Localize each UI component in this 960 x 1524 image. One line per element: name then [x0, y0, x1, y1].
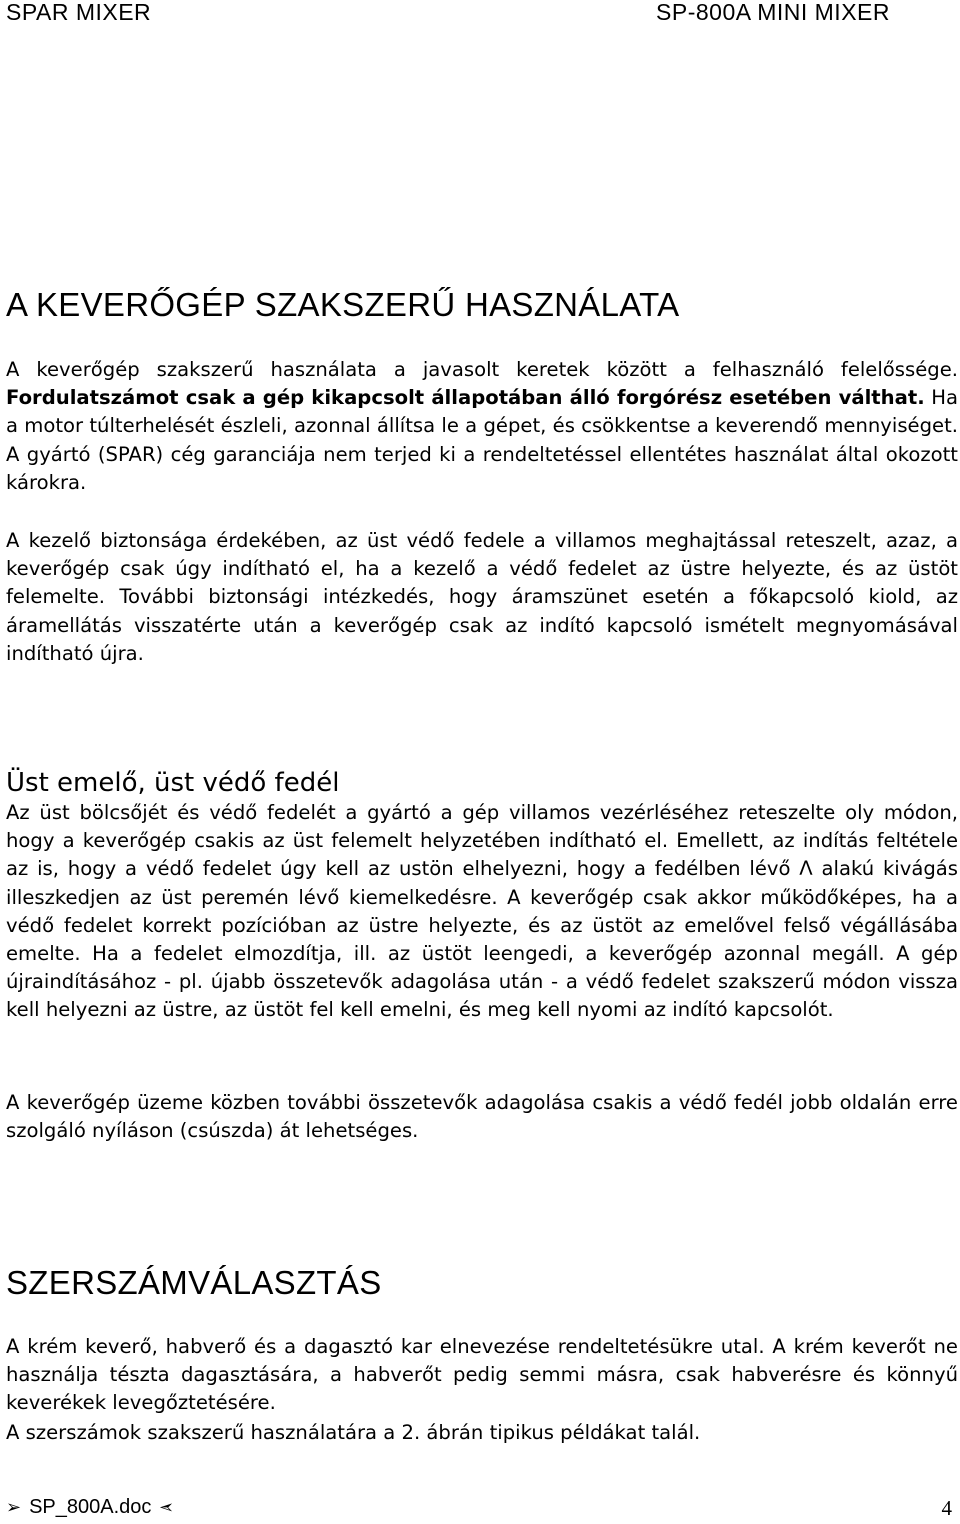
footer-filename: SP_800A.doc: [29, 1496, 152, 1518]
section-heading-bowl-lift: Üst emelő, üst védő fedél: [6, 768, 340, 798]
section-heading-usage: A KEVERŐGÉP SZAKSZERŰ HASZNÁLATA: [6, 286, 680, 323]
usage-paragraph-2: A kezelő biztonsága érdekében, az üst védő fedele a villamos meghajtással reteszelt, azaz, a keverőgép csak úgy indítható el, ha a kezelő a védő fedelet az üstre helyezte, és az üstöt felemelte. További biztonsági intézkedés, hogy áramszünet esetén a főkapcsoló kiold, az áramellátás visszatérte után a keverőgép csak az indító kapcsoló ismételt megnyomásával indítható újra.: [6, 529, 958, 665]
header-right-title: SP-800A MINI MIXER: [656, 0, 890, 25]
page-header: [6, 0, 890, 28]
bowl-lift-paragraph-1: Az üst bölcsőjét és védő fedelét a gyártó a gép villamos vezérléséhez reteszelte oly módon, hogy a keverőgép csakis az üst felemelt helyzetében indítható el. Emellett, az indítás feltétele az is, hogy a védő fedelet úgy kell az ustön elhelyezni, hogy a fedélben lévő Λ alakú kivágás illeszkedjen az üst peremén lévő kiemelkedésre. A keverőgép csak akkor működőképes, ha a védő fedelet korrekt pozícióban az üstre helyezte, és az üstöt az emelővel felső végállásába emelte. Ha a fedelet elmozdítja, ill. az üstöt leengedi, a keverőgép azonnal megáll. A gép újraindításához - pl. újabb összetevők adagolása után - a védő fedelet szakszerű módon vissza kell helyezni az üstre, az üstöt fel kell emelni, és meg kell nyomi az indító kapcsolót.: [6, 801, 958, 1022]
section-heading-tool-selection: SZERSZÁMVÁLASZTÁS: [6, 1264, 382, 1301]
usage-paragraph-1: [6, 356, 958, 497]
usage-paragraph-1-text-a: A keverőgép szakszerű használata a javasolt keretek között a felhasználó felelőssége.: [6, 358, 958, 381]
bowl-lift-paragraph-2: A keverőgép üzeme közben további összetevők adagolása csakis a védő fedél jobb oldalán erre szolgáló nyíláson (csúszda) át lehetséges.: [6, 1091, 958, 1143]
page-footer: [6, 1496, 954, 1522]
usage-paragraph-1-bold: Fordulatszámot csak a gép kikapcsolt állapotában álló forgórész esetében válthat.: [6, 386, 925, 410]
header-left-title: SPAR MIXER: [6, 0, 152, 25]
arrow-right-icon: ➢: [6, 1497, 22, 1517]
tool-selection-paragraph-2: A szerszámok szakszerű használatára a 2. ábrán tipikus példákat talál.: [6, 1421, 701, 1444]
usage-paragraph-1-text-b: Ha a motor túlterhelését észleli, azonnal állítsa le a gépet, és csökkentse a keverendő mennyiséget. A gyártó (SPAR) cég garanciája nem terjed ki a rendeltetéssel ellentétes használat által okozott károkra.: [6, 386, 958, 494]
arrow-left-icon: ➣: [159, 1497, 175, 1517]
tool-selection-paragraph-1: A krém keverő, habverő és a dagasztó kar elnevezése rendeltetésükre utal. A krém keverőt ne használja tészta dagasztására, a habverőt pedig semmi másra, csak habverésre és könnyű keverékek levegőztetésére.: [6, 1335, 958, 1415]
footer-filename-group: [6, 1496, 175, 1519]
page-number: 4: [941, 1496, 952, 1520]
